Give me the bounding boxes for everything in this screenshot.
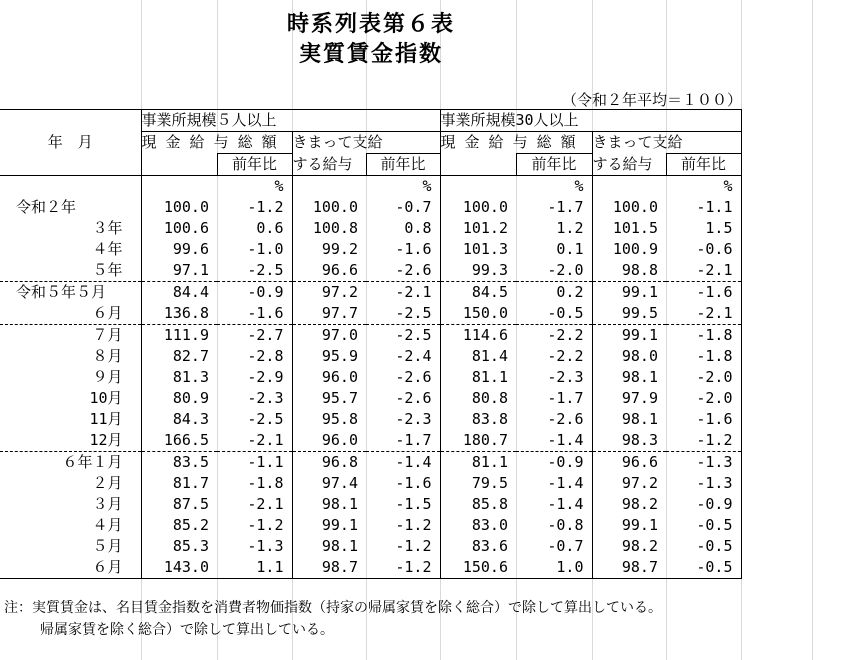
index-value-cell: 81.7 — [141, 473, 217, 494]
row-label: 11月 — [89, 410, 123, 428]
yoy-value-cell: 1.2 — [556, 219, 584, 237]
percent-unit: % — [274, 177, 284, 195]
index-value-cell: 85.3 — [141, 536, 217, 557]
table-row — [0, 473, 741, 494]
index-value-cell: 150.6 — [440, 557, 516, 579]
index-value-cell: 101.5 — [592, 218, 666, 239]
table-row — [0, 515, 741, 536]
row-label: ９月 — [92, 368, 123, 386]
yoy-value-cell: -0.6 — [666, 239, 741, 260]
index-value-cell: 96.0 — [292, 367, 366, 388]
yoy-value-cell: -1.6 — [666, 409, 741, 430]
table-row — [0, 452, 741, 474]
index-value-cell: 97.4 — [292, 473, 366, 494]
index-value-cell: 97.9 — [592, 388, 666, 409]
index-value-cell: 180.7 — [440, 430, 516, 452]
index-value-cell: 96.6 — [292, 260, 366, 282]
yoy-value-cell: -2.5 — [395, 304, 432, 322]
index-value-cell: 83.5 — [141, 452, 217, 474]
yoy-value-cell: -1.3 — [666, 452, 741, 474]
footnote-continuation: 帰属家賃を除く総合）で除して算出している。 — [40, 622, 334, 638]
index-value-cell: 98.2 — [592, 536, 666, 557]
index-value-cell: 98.3 — [592, 430, 666, 452]
yoy-value-cell: -1.5 — [395, 495, 432, 513]
percent-unit: % — [666, 176, 741, 198]
yoy-value-cell: -0.5 — [547, 304, 584, 322]
row-label: ３月 — [92, 495, 123, 513]
index-value-cell: 84.4 — [141, 282, 217, 304]
yoy-value-cell: -2.2 — [516, 325, 592, 347]
yoy-value-cell: -1.6 — [395, 474, 432, 492]
index-value-cell: 81.3 — [141, 367, 217, 388]
index-value-cell: 83.8 — [440, 409, 516, 430]
row-label: ３年 — [92, 219, 123, 237]
regular-pay-header-2: きまって支給 — [592, 132, 741, 154]
yoy-value-cell: -1.2 — [366, 557, 440, 579]
yoy-value-cell: -2.1 — [666, 260, 741, 282]
index-value-cell: 100.0 — [440, 197, 516, 218]
index-value-cell: 99.1 — [592, 325, 666, 347]
index-value-cell: 114.6 — [440, 325, 516, 347]
yoy-value-cell: -2.1 — [247, 431, 284, 449]
yoy-header: 前年比 — [217, 154, 292, 176]
yoy-value-cell: -1.7 — [547, 198, 584, 216]
yoy-value-cell: 0.2 — [516, 282, 592, 304]
table-row — [0, 409, 741, 430]
row-label: ５月 — [92, 537, 123, 555]
yoy-value-cell: -1.4 — [547, 495, 584, 513]
yoy-value-cell: -2.1 — [366, 282, 440, 304]
yoy-value-cell: -1.3 — [247, 537, 284, 555]
yoy-value-cell: -1.1 — [217, 452, 292, 474]
table-row — [0, 197, 741, 218]
regular-pay-header-1: きまって支給 — [292, 132, 440, 154]
yoy-value-cell: -2.3 — [395, 410, 432, 428]
yoy-value-cell: -1.6 — [247, 304, 284, 322]
yoy-value-cell: 0.8 — [404, 219, 432, 237]
index-value-cell: 98.1 — [592, 367, 666, 388]
row-label: ６月 — [0, 557, 141, 579]
yoy-value-cell: 0.6 — [256, 219, 284, 237]
table-row — [0, 430, 741, 452]
yoy-value-cell: -2.0 — [666, 388, 741, 409]
yoy-value-cell: -2.7 — [217, 325, 292, 347]
yoy-value-cell: -2.1 — [247, 495, 284, 513]
index-value-cell: 150.0 — [440, 303, 516, 325]
index-value-cell: 100.0 — [592, 197, 666, 218]
yoy-header: 前年比 — [516, 154, 592, 176]
table-row — [0, 346, 741, 367]
index-value-cell: 84.3 — [141, 409, 217, 430]
table-row — [0, 388, 741, 409]
index-value-cell: 98.1 — [292, 494, 366, 515]
yoy-value-cell: -2.6 — [395, 368, 432, 386]
yoy-value-cell: -0.9 — [217, 282, 292, 304]
group-header-5plus: 事業所規模５人以上 — [141, 110, 440, 132]
yoy-value-cell: -2.6 — [395, 261, 432, 279]
row-label: ４月 — [92, 516, 123, 534]
group-header-30plus: 事業所規模30人以上 — [440, 110, 741, 132]
row-label: ４年 — [92, 240, 123, 258]
index-value-cell: 143.0 — [141, 557, 217, 579]
yoy-value-cell: -2.1 — [666, 303, 741, 325]
index-value-cell: 166.5 — [141, 430, 217, 452]
index-value-cell: 97.1 — [141, 260, 217, 282]
index-value-cell: 100.9 — [592, 239, 666, 260]
regular-pay-sub-1: する給与 — [292, 154, 366, 176]
yoy-value-cell: -1.7 — [395, 431, 432, 449]
yoy-value-cell: -1.8 — [247, 474, 284, 492]
index-value-cell: 80.9 — [141, 388, 217, 409]
index-value-cell: 99.3 — [440, 260, 516, 282]
index-value-cell: 100.0 — [141, 197, 217, 218]
table-row — [0, 239, 741, 260]
yoy-value-cell: -1.8 — [666, 325, 741, 347]
cash-earnings-header-2: 現 金 給 与 総 額 — [440, 132, 592, 154]
yoy-value-cell: -1.2 — [247, 198, 284, 216]
yoy-value-cell: -2.6 — [547, 410, 584, 428]
index-value-cell: 80.8 — [440, 388, 516, 409]
yoy-value-cell: -2.0 — [547, 261, 584, 279]
index-value-cell: 98.8 — [592, 260, 666, 282]
regular-pay-sub-2: する給与 — [592, 154, 666, 176]
cash-earnings-header-1: 現 金 給 与 総 額 — [141, 132, 292, 154]
base-year-note: （令和２年平均＝１００） — [561, 91, 742, 109]
yoy-value-cell: -2.3 — [247, 389, 284, 407]
yoy-value-cell: 0.1 — [556, 240, 584, 258]
yoy-value-cell: -1.2 — [247, 516, 284, 534]
yoy-value-cell: -0.9 — [516, 452, 592, 474]
yoy-value-cell: -0.8 — [547, 516, 584, 534]
index-value-cell: 98.2 — [592, 494, 666, 515]
index-value-cell: 85.2 — [141, 515, 217, 536]
page-subtitle: 実質賃金指数 — [298, 42, 443, 67]
yoy-value-cell: -1.0 — [247, 240, 284, 258]
index-value-cell: 100.8 — [292, 218, 366, 239]
yoy-value-cell: -1.4 — [366, 452, 440, 474]
yoy-value-cell: -2.9 — [247, 368, 284, 386]
yoy-value-cell: -1.6 — [666, 282, 741, 304]
index-value-cell: 98.0 — [592, 346, 666, 367]
index-value-cell: 96.0 — [292, 430, 366, 452]
row-label: 12月 — [89, 431, 123, 449]
row-label: ５年 — [92, 261, 123, 279]
index-value-cell: 81.1 — [440, 367, 516, 388]
index-value-cell: 83.0 — [440, 515, 516, 536]
table-row — [0, 536, 741, 557]
yoy-value-cell: -2.6 — [395, 389, 432, 407]
yoy-value-cell: -1.4 — [547, 431, 584, 449]
yoy-value-cell: -1.1 — [666, 197, 741, 218]
yoy-value-cell: -2.2 — [547, 347, 584, 365]
index-value-cell: 98.1 — [592, 409, 666, 430]
index-value-cell: 99.1 — [592, 515, 666, 536]
wage-index-table — [0, 109, 742, 579]
row-label: ６年１月 — [0, 452, 141, 474]
yoy-value-cell: -2.0 — [666, 367, 741, 388]
yoy-value-cell: -1.2 — [395, 516, 432, 534]
table-row — [0, 367, 741, 388]
yoy-value-cell: -0.5 — [666, 536, 741, 557]
index-value-cell: 95.9 — [292, 346, 366, 367]
index-value-cell: 98.1 — [292, 536, 366, 557]
index-value-cell: 100.0 — [292, 197, 366, 218]
yoy-value-cell: -1.3 — [666, 473, 741, 494]
index-value-cell: 99.5 — [592, 303, 666, 325]
footnote: 注：実質賃金は、名目賃金指数を消費者物価指数（持家の帰属家賃を除く総合）で除して算出している。 — [4, 600, 662, 616]
index-value-cell: 82.7 — [141, 346, 217, 367]
percent-unit: % — [574, 177, 584, 195]
row-label: 令和５年５月 — [0, 282, 141, 304]
year-month-header: 年 月 — [47, 133, 93, 151]
index-value-cell: 97.0 — [292, 325, 366, 347]
yoy-value-cell: 1.5 — [666, 218, 741, 239]
yoy-value-cell: -1.4 — [547, 474, 584, 492]
index-value-cell: 97.7 — [292, 303, 366, 325]
index-value-cell: 96.6 — [592, 452, 666, 474]
yoy-value-cell: -1.7 — [547, 389, 584, 407]
index-value-cell: 98.7 — [592, 557, 666, 579]
row-label: 10月 — [89, 389, 123, 407]
yoy-value-cell: -2.8 — [247, 347, 284, 365]
row-label: ６月 — [92, 304, 123, 322]
index-value-cell: 99.1 — [592, 282, 666, 304]
percent-unit: % — [422, 177, 432, 195]
index-value-cell: 83.6 — [440, 536, 516, 557]
yoy-header: 前年比 — [666, 154, 741, 176]
index-value-cell: 81.4 — [440, 346, 516, 367]
yoy-value-cell: -0.7 — [395, 198, 432, 216]
page-title: 時系列表第６表 — [286, 12, 455, 37]
index-value-cell: 96.8 — [292, 452, 366, 474]
yoy-header: 前年比 — [366, 154, 440, 176]
row-label: ７月 — [0, 325, 141, 347]
index-value-cell: 99.6 — [141, 239, 217, 260]
table-row — [0, 218, 741, 239]
table-row — [0, 260, 741, 282]
index-value-cell: 81.1 — [440, 452, 516, 474]
row-label: 令和２年 — [16, 198, 77, 216]
index-value-cell: 100.6 — [141, 218, 217, 239]
yoy-value-cell: -1.6 — [395, 240, 432, 258]
index-value-cell: 101.3 — [440, 239, 516, 260]
yoy-value-cell: -0.9 — [666, 494, 741, 515]
yoy-value-cell: -2.3 — [547, 368, 584, 386]
table-row — [0, 325, 741, 347]
index-value-cell: 87.5 — [141, 494, 217, 515]
yoy-value-cell: -0.7 — [547, 537, 584, 555]
table-row — [0, 557, 741, 579]
index-value-cell: 98.7 — [292, 557, 366, 579]
index-value-cell: 97.2 — [292, 282, 366, 304]
index-value-cell: 84.5 — [440, 282, 516, 304]
index-value-cell: 99.1 — [292, 515, 366, 536]
row-label: ８月 — [92, 347, 123, 365]
yoy-value-cell: -2.5 — [247, 261, 284, 279]
index-value-cell: 101.2 — [440, 218, 516, 239]
row-label: ２月 — [92, 474, 123, 492]
index-value-cell: 97.2 — [592, 473, 666, 494]
yoy-value-cell: -1.2 — [666, 430, 741, 452]
yoy-value-cell: 1.1 — [217, 557, 292, 579]
table-row — [0, 282, 741, 304]
yoy-value-cell: -2.5 — [247, 410, 284, 428]
yoy-value-cell: 1.0 — [516, 557, 592, 579]
yoy-value-cell: -2.5 — [366, 325, 440, 347]
index-value-cell: 79.5 — [440, 473, 516, 494]
yoy-value-cell: -2.4 — [395, 347, 432, 365]
yoy-value-cell: -1.2 — [395, 537, 432, 555]
table-row — [0, 303, 741, 325]
index-value-cell: 99.2 — [292, 239, 366, 260]
index-value-cell: 136.8 — [141, 303, 217, 325]
index-value-cell: 111.9 — [141, 325, 217, 347]
table-row — [0, 494, 741, 515]
yoy-value-cell: -0.5 — [666, 557, 741, 579]
index-value-cell: 85.8 — [440, 494, 516, 515]
index-value-cell: 95.7 — [292, 388, 366, 409]
yoy-value-cell: -1.8 — [666, 346, 741, 367]
yoy-value-cell: -0.5 — [666, 515, 741, 536]
index-value-cell: 95.8 — [292, 409, 366, 430]
